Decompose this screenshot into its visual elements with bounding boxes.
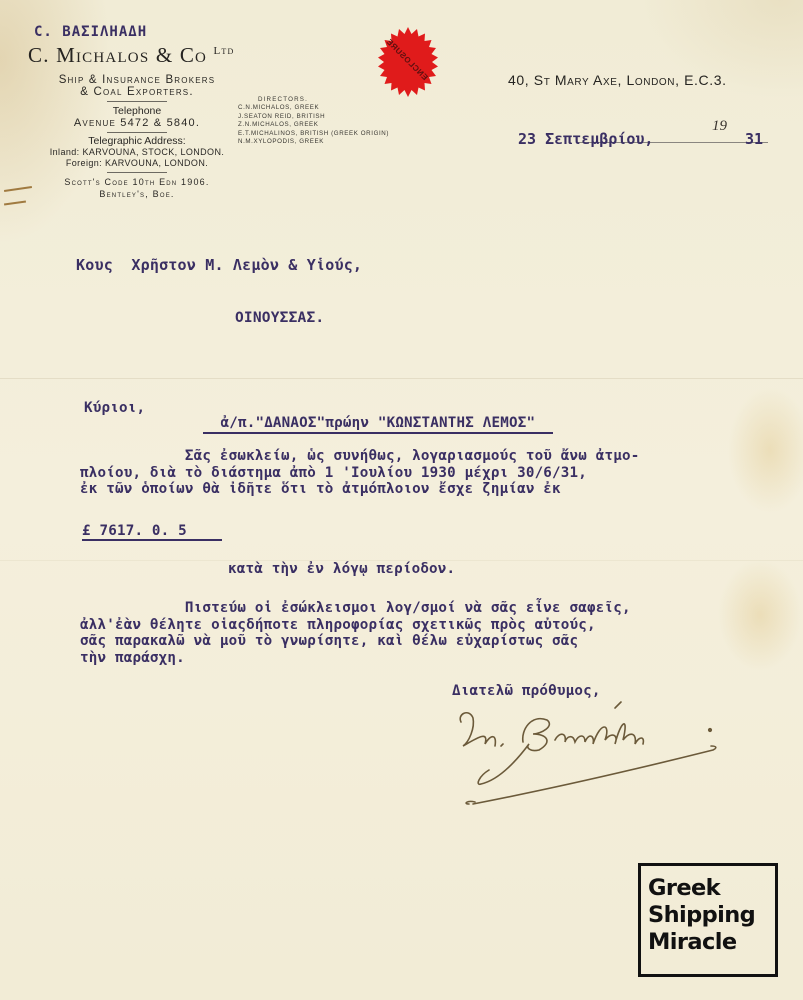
staple-mark [4,200,26,205]
logo-line: Greek [648,875,721,901]
enclosure-seal [372,26,444,98]
director: C.N.MICHALOS, GREEK [238,104,320,112]
telegraphic-label: Telegraphic Address: [88,135,186,147]
date-year-typed: 31 [745,130,764,148]
handwritten-signature [455,700,725,810]
loss-amount: £ 7617. 0. 5 [82,523,222,541]
director: Z.N.MICHALOS, GREEK [238,121,319,129]
recipient-name: Κους Χρῆστον Μ. Λεμὸν & Υἱούς, [76,256,363,274]
logo-line: Miracle [648,929,737,955]
paragraph-line: Σᾶς ἐσωκλείω, ὡς συνήθως, λογαριασμούς τοῦ ἄνω ἀτμο- [80,448,640,464]
divider [107,132,167,133]
period-line: κατὰ τὴν ἐν λόγῳ περίοδον. [228,561,456,577]
director: E.T.MICHALINOS, BRITISH (GREEK ORIGIN) [238,129,390,137]
business-line: Ship & Insurance Brokers [58,74,216,86]
company-name [28,43,235,68]
paragraph-line: Πιστεύω οἱ ἐσώκλεισμοι λογ/σμοί νὰ σᾶς εἶνε σαφεῖς, [80,600,631,616]
greek-shipping-miracle-logo [638,863,778,977]
telephone-label: Telephone [112,105,162,117]
date-year-handwritten: 19 [712,118,727,134]
telephone-value: Avenue 5472 & 5840. [73,117,201,129]
paragraph-line: πλοίου, διὰ τὸ διάστημα ἀπὸ 1 'Ιουλίου 1930 μέχρι 30/6/31, [80,464,588,481]
subject-line: ἀ/π."ΔΑΝΑΟΣ"πρώην "ΚΩΝΣΤΑΝΤΗΣ ΛΕΜΟΣ" [203,415,553,434]
logo-line: Shipping [648,902,756,928]
letterhead-business [22,74,252,200]
paragraph-line: ἐκ τῶν ὁποίων θὰ ἰδῆτε ὅτι τὸ ἀτμόπλοιον ἔσχε ζημίαν ἐκ [80,481,561,497]
paragraph-1 [80,448,639,498]
seal-text: ENCLOSURE [384,36,430,83]
code-line: Scott's Code 10th Edn 1906. [64,177,210,187]
company-suffix: Ltd [213,45,235,57]
date-typed: 23 Σεπτεμβρίου, [518,130,654,148]
recipient-location: ΟΙΝΟΥΣΣΑΣ. [235,310,325,326]
director: N.M.XYLOPODIS, GREEK [238,138,324,146]
closing: Διατελῶ πρόθυμος, [452,683,601,699]
business-line: & Coal Exporters. [80,86,194,98]
directors-list [238,96,389,146]
director: J.SEATON REID, BRITISH [238,112,326,120]
paper-fold [0,378,803,379]
directors-heading: DIRECTORS. [257,96,309,103]
signature-icon [455,700,725,810]
salutation: Κύριοι, [84,400,146,416]
code-line: Bentley's, Boe. [99,189,175,199]
company-name-text: C. Michalos & Co [28,43,208,67]
paragraph-line: ἀλλ'ἐὰν θέλητε οἱαςδήποτε πληροφορίας σχετικῶς πρὸς αὐτούς, [80,616,596,633]
divider [107,101,167,102]
typed-sender-name: C. ΒΑΣΙΛΗΑΔΗ [34,24,148,40]
paragraph-2 [80,600,631,666]
divider [107,172,167,173]
telegraphic-inland: Inland: KARVOUNA, STOCK, LONDON. [49,147,225,157]
paragraph-line: τὴν παράσχη. [80,649,185,666]
company-address: 40, St Mary Axe, London, E.C.3. [508,72,727,88]
paragraph-line: σᾶς παρακαλῶ νὰ μοῦ τὸ γνωρίσητε, καὶ θέλω εὐχαρίστως σᾶς [80,633,579,649]
telegraphic-foreign: Foreign: KARVOUNA, LONDON. [65,158,209,168]
